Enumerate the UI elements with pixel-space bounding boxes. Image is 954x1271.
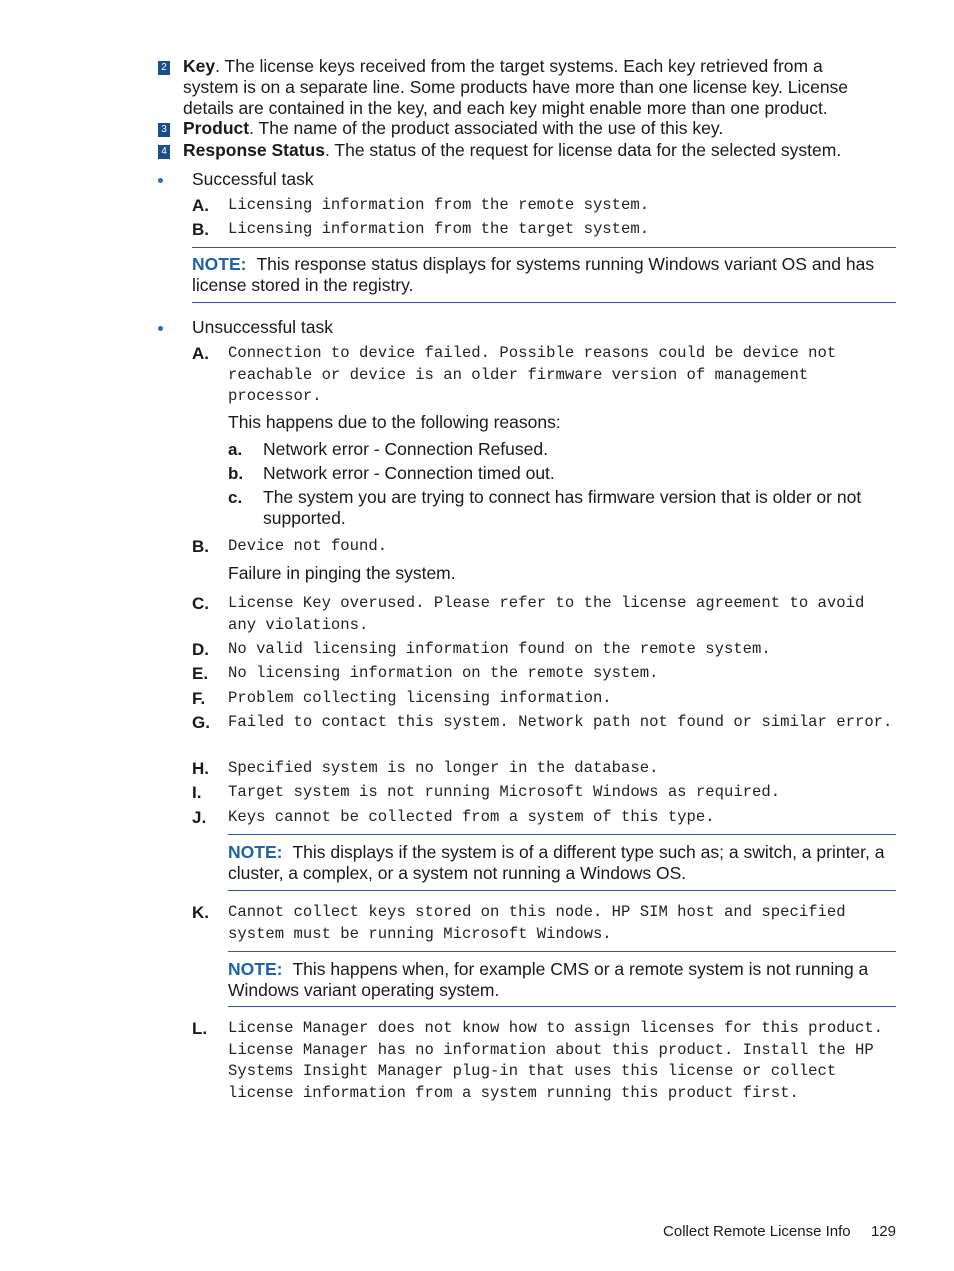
note-box [228,959,888,1001]
reason-text: Network error - Connection Refused. [263,439,548,459]
note-text: This response status displays for systems running Windows variant OS and has license stored in the registry. [192,254,875,295]
status-message: No licensing information on the remote system. [228,664,659,682]
status-message: Licensing information from the remote system. [228,196,650,214]
list-letter: B. [192,220,209,239]
note-top-rule [228,834,896,835]
callout-number-badge: 2 [158,61,170,75]
status-message: Target system is not running Microsoft Windows as required. [228,783,781,801]
status-message: Failed to contact this system. Network path not found or similar error. [228,713,893,731]
reason-letter: c. [228,488,243,507]
note-label: NOTE: [192,254,247,274]
reason-text: The system you are trying to connect has firmware version that is older or not supported. [263,487,862,528]
page-footer [663,1222,896,1242]
callout-term: Key [183,56,216,76]
reason-letter: b. [228,464,244,483]
status-message: License Manager does not know how to assign licenses for this product. License Manager has no information about this product. Install the HP Systems Insight Manager plug-in that uses this license or collect license information from a system running this product first. [228,1019,884,1102]
reason-text: Network error - Connection timed out. [263,463,555,483]
list-letter: A. [192,196,209,215]
note-label: NOTE: [228,842,283,862]
note-top-rule [228,951,896,952]
callout-term: Response Status [183,140,325,160]
list-letter: C. [192,594,209,613]
note-box [192,254,882,296]
list-letter: A. [192,344,209,363]
page-number: 129 [870,1223,896,1240]
status-message: No valid licensing information found on the remote system. [228,640,771,658]
callout-description: . The license keys received from the target systems. Each key retrieved from a system is on a separate line. Some products have more than one license key. License details are contained in the key, and each key might enable more than one product. [183,56,849,118]
status-message: Problem collecting licensing information. [228,689,612,707]
status-message: Cannot collect keys stored on this node. HP SIM host and specified system must be running Microsoft Windows. [228,903,846,943]
footer-section-title: Collect Remote License Info [663,1223,851,1240]
bullet-icon [158,178,163,183]
callout-term: Product [183,118,250,138]
callout-description: . The name of the product associated with the use of this key. [249,118,724,138]
list-letter: F. [192,689,206,708]
list-letter: D. [192,640,209,659]
status-message: License Key overused. Please refer to the license agreement to avoid any violations. [228,594,865,634]
callout-number-badge: 4 [158,145,170,159]
note-text: This happens when, for example CMS or a remote system is not running a Windows variant operating system. [228,959,869,1000]
list-letter: J. [192,808,207,827]
successful-task-label: Successful task [192,169,314,189]
callout-number-badge: 3 [158,123,170,137]
note-bottom-rule [192,302,896,303]
status-message: Keys cannot be collected from a system of this type. [228,808,715,826]
reason-letter: a. [228,440,243,459]
list-letter: E. [192,664,209,683]
list-letter: H. [192,759,209,778]
note-bottom-rule [228,1006,896,1007]
status-message: Connection to device failed. Possible reasons could be device not reachable or device is an older firmware version of management processor. [228,344,837,405]
list-letter: I. [192,783,202,802]
list-letter: L. [192,1019,208,1038]
reasons-intro: This happens due to the following reasons: [228,412,561,432]
callout-key [183,56,873,119]
note-bottom-rule [228,890,896,891]
callout-product [183,118,873,139]
list-letter: K. [192,903,209,922]
status-message: Specified system is no longer in the database. [228,759,659,777]
status-message: Licensing information from the target system. [228,220,650,238]
note-text: This displays if the system is of a different type such as; a switch, a printer, a cluster, a complex, or a system not running a Windows OS. [228,842,885,883]
note-box [228,842,888,884]
list-letter: G. [192,713,210,732]
note-top-rule [192,247,896,248]
list-letter: B. [192,537,209,556]
unsuccessful-task-label: Unsuccessful task [192,317,334,337]
status-message: Device not found. [228,537,388,555]
status-detail: Failure in pinging the system. [228,563,456,583]
note-label: NOTE: [228,959,283,979]
bullet-icon [158,326,163,331]
callout-description: . The status of the request for license data for the selected system. [324,140,842,160]
callout-response-status [183,140,873,161]
